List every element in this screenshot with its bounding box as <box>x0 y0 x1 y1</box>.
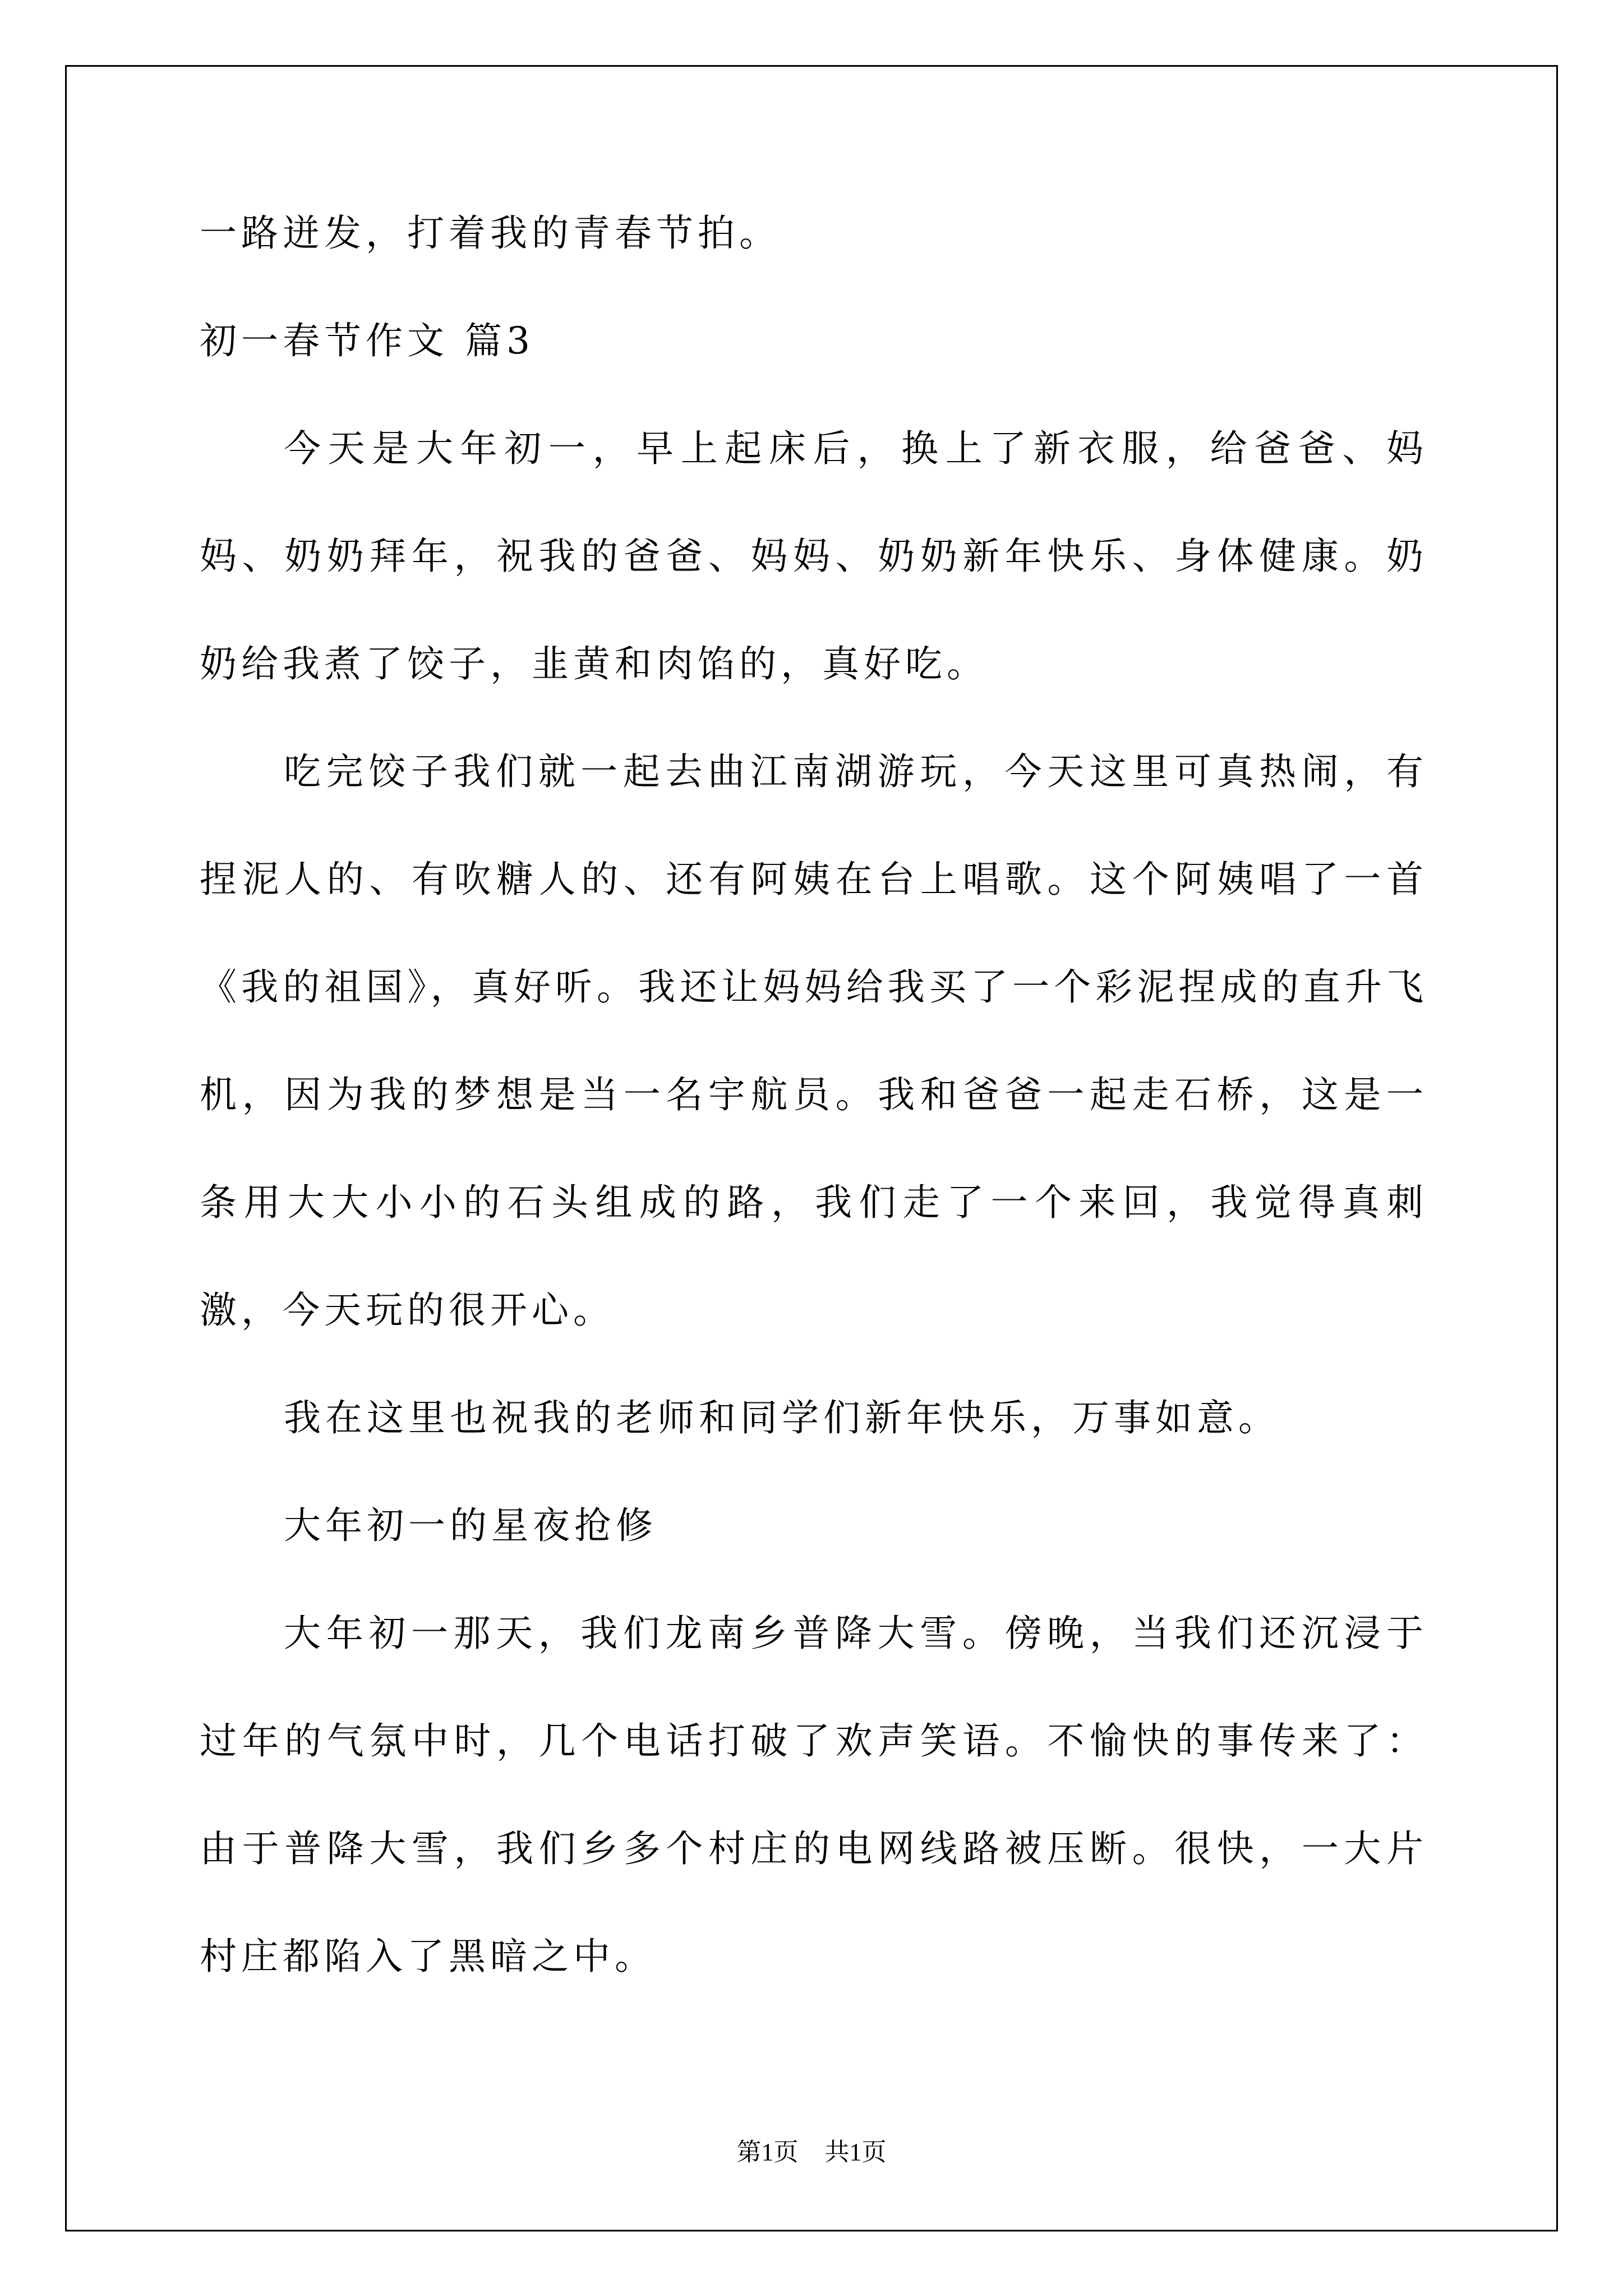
paragraph: 吃完饺子我们就一起去曲江南湖游玩，今天这里可真热闹，有捏泥人的、有吹糖人的、还有阿姨在台上唱歌。这个阿姨唱了一首《我的祖国》，真好听。我还让妈妈给我买了一个彩泥捏成的直升飞机，因为我的梦想是当一名宇航员。我和爸爸一起走石桥，这是一条用大大小小的石头组成的路，我们走了一个来回，我觉得真刺激，今天玩的很开心。 <box>200 750 1428 1332</box>
document-body <box>200 180 1428 2010</box>
page-footer <box>0 2132 1623 2168</box>
section-heading: 初一春节作文 篇3 <box>200 319 534 362</box>
paragraph: 今天是大年初一，早上起床后，换上了新衣服，给爸爸、妈妈、奶奶拜年，祝我的爸爸、妈妈、奶奶新年快乐、身体健康。奶奶给我煮了饺子，韭黄和肉馅的，真好吃。 <box>200 427 1428 685</box>
subheading: 大年初一的星夜抢修 <box>284 1504 657 1547</box>
page-number: 第1页 <box>736 2138 799 2166</box>
paragraph-continuation: 一路迸发，打着我的青春节拍。 <box>200 211 781 255</box>
paragraph: 大年初一那天，我们龙南乡普降大雪。傍晚，当我们还沉浸于过年的气氛中时，几个电话打破了欢声笑语。不愉快的事传来了：由于普降大雪，我们乡多个村庄的电网线路被压断。很快，一大片村庄都陷入了黑暗之中。 <box>200 1612 1428 1978</box>
page-total: 共1页 <box>824 2138 887 2166</box>
paragraph: 我在这里也祝我的老师和同学们新年快乐，万事如意。 <box>284 1396 1280 1439</box>
